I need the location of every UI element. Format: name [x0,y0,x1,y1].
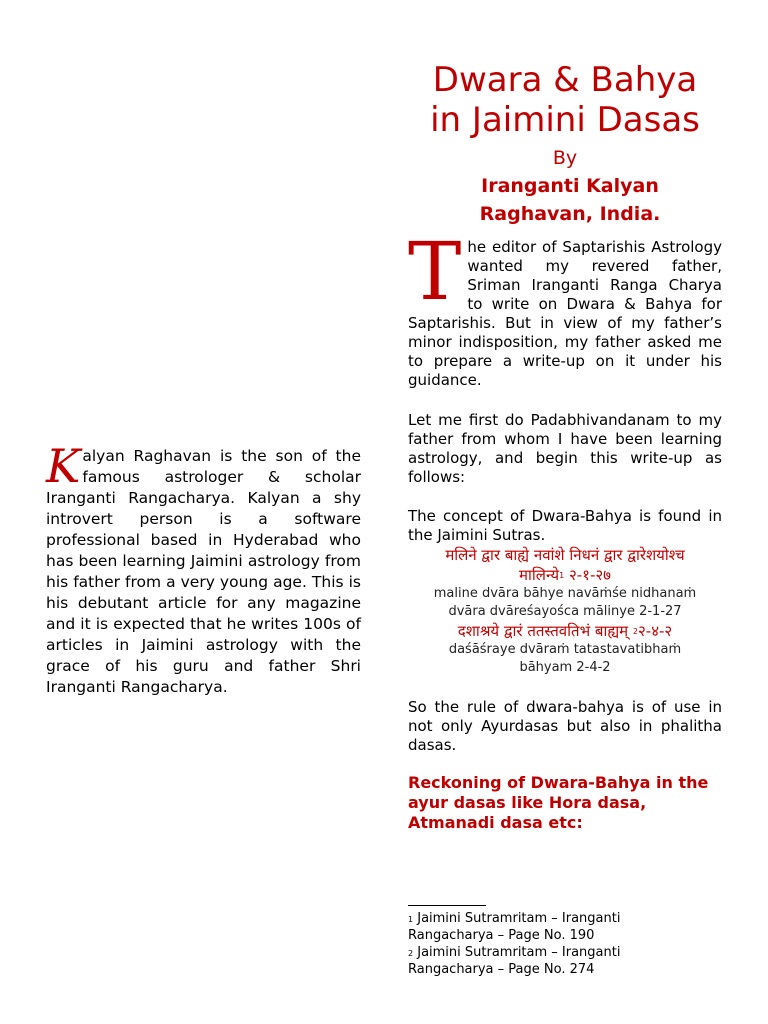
intro-text: he editor of Saptarishis Astrology wanted my revered father, Sriman Iranganti Ranga Charya to write on Dwara & Bahya for Saptarishis. But in view of my father’s minor indisposition, my father asked me to prepare a write-up on it under his guidance. [408,238,722,389]
bio-text: alyan Raghavan is the son of the famous astrologer & scholar Iranganti Rangacharya. Kalyan a shy introvert person is a software professional based in Hyderabad who has been learning Jaimini astrology from his father from a very young age. This is his debutant article for any magazine and it is expected that he writes 100s of articles in Jaimini astrology with the grace of his guru and father Shri Iranganti Rangacharya. [46,447,361,696]
concept-paragraph: The concept of Dwara-Bahya is found in the Jaimini Sutras. [408,507,722,544]
intro-paragraph [408,225,722,390]
section-heading: Reckoning of Dwara-Bahya in the ayur dasas like Hora dasa, Atmanadi dasa etc: [408,773,709,832]
footnote-2: $^2$ Jaimini Sutramritam – Iranganti Rangacharya – Page No. 274 [408,945,621,977]
footnotes [408,910,708,978]
sutras-block [408,507,722,677]
article-title [400,60,730,140]
author-line-2: Raghavan, India. [479,203,661,225]
bio-dropcap: K [46,439,81,493]
author-bio [46,439,361,698]
sutra-1-transliteration: maline dvāra bāhye navāṁśe nidhanaṁ dvāra dvāreśayośca mālinye 2-1-27 [433,586,697,619]
padabhivandanam-paragraph: Let me first do Padabhivandanam to my father from whom I have been learning astrology, and begin this write-up as follows: [408,411,722,486]
footnote-ref-1: 1 [559,571,565,580]
sutra-2-transliteration: daśāśraye dvāraṁ tatastavatibhaṁ bāhyam 2-4-2 [448,642,682,675]
sutra-2-sanskrit: दशाश्रये द्वारं ततस्तवतिभं बाह्यम् $^2$२-४-२ [457,622,673,640]
footnote-1: $^1$ Jaimini Sutramritam – Iranganti Rangacharya – Page No. 190 [408,911,621,943]
author-name [430,172,710,228]
by-label: By [552,147,578,169]
intro-dropcap: T [408,225,462,318]
author-line-1: Iranganti Kalyan [481,175,659,197]
rule-paragraph: So the rule of dwara-bahya is of use in not only Ayurdasas but also in phalitha dasas. [408,698,722,754]
title-line-1: Dwara & Bahya [432,60,698,100]
footnote-ref-2: 2 [632,627,638,636]
sutra-1-sanskrit: मलिने द्वार बाह्ये नवांशे निधनं द्वार द्वारेशयोश्च मालिन्ये$^1$ २-१-२७ [445,546,685,584]
title-line-2: in Jaimini Dasas [430,100,700,140]
footnote-divider [408,905,486,906]
